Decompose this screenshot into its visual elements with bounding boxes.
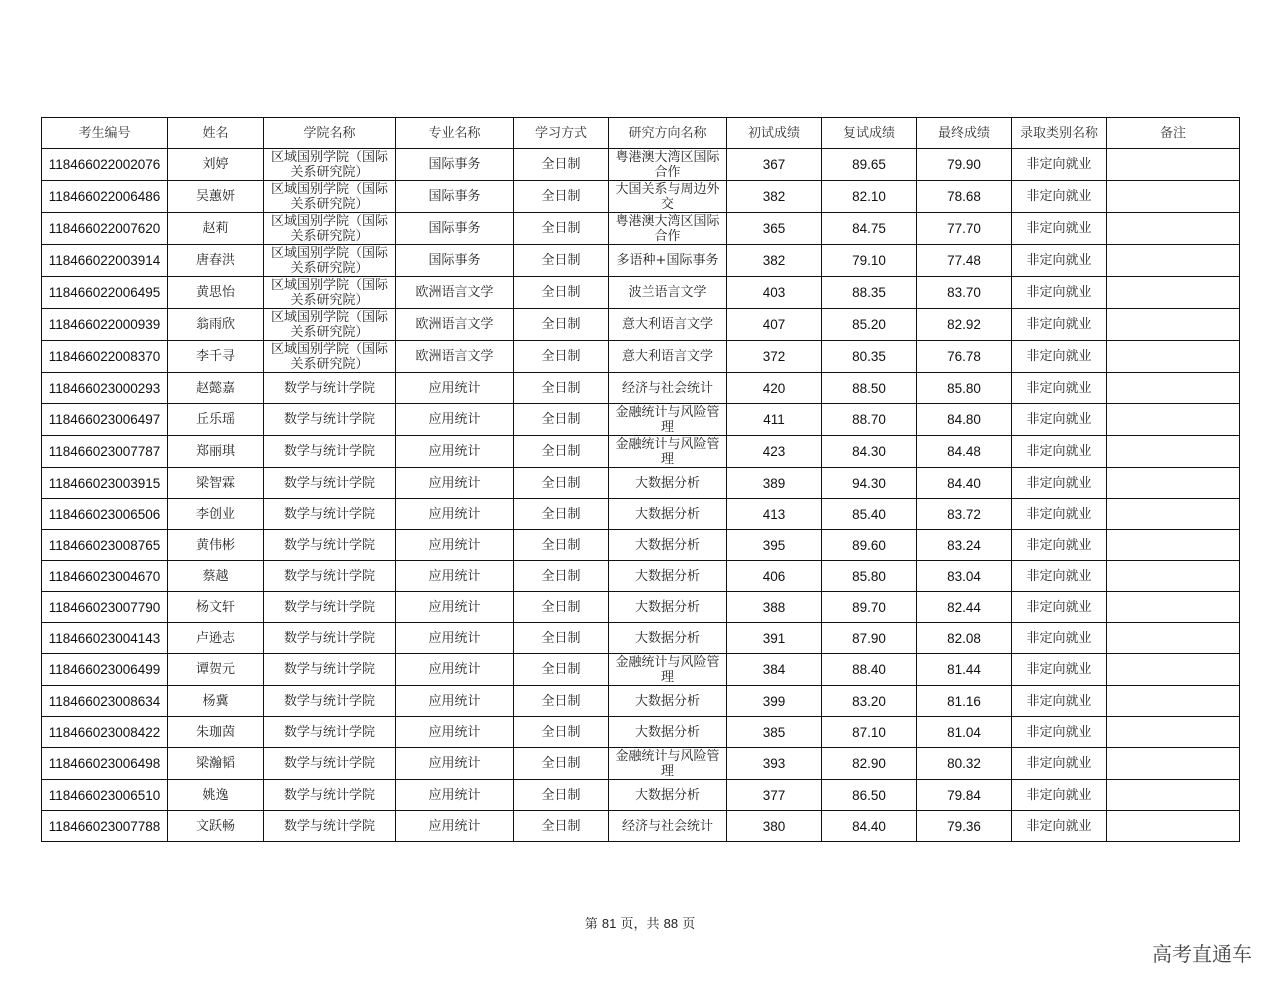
table-cell: 83.24 <box>917 530 1012 561</box>
table-cell: 国际事务 <box>396 245 514 277</box>
table-cell: 全日制 <box>514 623 609 654</box>
admission-table <box>41 117 1240 842</box>
table-cell: 大数据分析 <box>609 530 727 561</box>
table-cell: 382 <box>727 181 822 213</box>
table-cell: 黄思怡 <box>168 277 264 309</box>
table-cell: 数学与统计学院 <box>264 468 396 499</box>
table-cell: 区域国别学院（国际关系研究院） <box>264 245 396 277</box>
watermark: 高考直通车 <box>1152 942 1252 966</box>
table-cell: 非定向就业 <box>1012 245 1107 277</box>
footer-suffix: 页 <box>682 917 696 932</box>
table-cell: 非定向就业 <box>1012 686 1107 717</box>
table-cell: 全日制 <box>514 373 609 404</box>
table-cell: 数学与统计学院 <box>264 717 396 748</box>
table-cell <box>1107 561 1240 592</box>
table-cell: 赵懿嘉 <box>168 373 264 404</box>
table-cell: 全日制 <box>514 811 609 842</box>
table-cell: 李千寻 <box>168 341 264 373</box>
table-cell: 118466023006510 <box>42 780 168 811</box>
table-cell: 应用统计 <box>396 561 514 592</box>
table-cell <box>1107 811 1240 842</box>
table-cell: 118466022000939 <box>42 309 168 341</box>
table-cell: 全日制 <box>514 213 609 245</box>
table-cell: 赵莉 <box>168 213 264 245</box>
footer-prefix: 第 <box>584 917 598 932</box>
table-cell: 118466023000293 <box>42 373 168 404</box>
table-cell: 84.40 <box>822 811 917 842</box>
table-cell: 金融统计与风险管理 <box>609 436 727 468</box>
table-cell <box>1107 530 1240 561</box>
table-cell: 全日制 <box>514 309 609 341</box>
table-cell: 李创业 <box>168 499 264 530</box>
table-cell: 全日制 <box>514 748 609 780</box>
table-cell: 84.80 <box>917 404 1012 436</box>
table-cell: 395 <box>727 530 822 561</box>
table-cell: 82.44 <box>917 592 1012 623</box>
table-cell: 数学与统计学院 <box>264 499 396 530</box>
table-row <box>42 654 1240 686</box>
table-cell: 大数据分析 <box>609 623 727 654</box>
table-cell: 国际事务 <box>396 149 514 181</box>
table-cell: 非定向就业 <box>1012 811 1107 842</box>
table-row <box>42 592 1240 623</box>
table-cell: 118466022008370 <box>42 341 168 373</box>
table-cell: 407 <box>727 309 822 341</box>
table-cell: 118466022006495 <box>42 277 168 309</box>
table-cell: 国际事务 <box>396 181 514 213</box>
table-cell: 应用统计 <box>396 404 514 436</box>
table-cell: 88.40 <box>822 654 917 686</box>
table-cell: 数学与统计学院 <box>264 780 396 811</box>
table-cell: 83.70 <box>917 277 1012 309</box>
table-cell: 78.68 <box>917 181 1012 213</box>
table-cell: 欧洲语言文学 <box>396 309 514 341</box>
table-cell: 118466023008634 <box>42 686 168 717</box>
table-cell: 79.84 <box>917 780 1012 811</box>
table-cell <box>1107 686 1240 717</box>
table-cell: 意大利语言文学 <box>609 309 727 341</box>
table-cell: 非定向就业 <box>1012 717 1107 748</box>
table-cell: 吴蕙妍 <box>168 181 264 213</box>
table-cell: 应用统计 <box>396 468 514 499</box>
table-cell: 118466023004670 <box>42 561 168 592</box>
column-header: 学院名称 <box>264 118 396 149</box>
page-footer <box>0 913 1280 932</box>
table-cell: 全日制 <box>514 341 609 373</box>
table-row <box>42 748 1240 780</box>
table-cell <box>1107 623 1240 654</box>
column-header: 专业名称 <box>396 118 514 149</box>
table-cell: 88.35 <box>822 277 917 309</box>
table-cell: 83.72 <box>917 499 1012 530</box>
column-header: 考生编号 <box>42 118 168 149</box>
table-row <box>42 373 1240 404</box>
table-cell: 蔡越 <box>168 561 264 592</box>
table-cell: 全日制 <box>514 181 609 213</box>
table-cell <box>1107 654 1240 686</box>
table-cell: 全日制 <box>514 499 609 530</box>
table-row <box>42 717 1240 748</box>
table-cell: 377 <box>727 780 822 811</box>
table-cell: 82.92 <box>917 309 1012 341</box>
table-cell: 朱珈茵 <box>168 717 264 748</box>
table-cell: 应用统计 <box>396 373 514 404</box>
table-cell: 粤港澳大湾区国际合作 <box>609 213 727 245</box>
table-cell: 非定向就业 <box>1012 654 1107 686</box>
table-cell: 79.90 <box>917 149 1012 181</box>
table-cell: 77.70 <box>917 213 1012 245</box>
table-cell: 杨冀 <box>168 686 264 717</box>
table-cell: 唐春洪 <box>168 245 264 277</box>
table-cell: 应用统计 <box>396 499 514 530</box>
table-cell: 84.40 <box>917 468 1012 499</box>
table-cell: 88.70 <box>822 404 917 436</box>
table-cell: 399 <box>727 686 822 717</box>
table-cell <box>1107 181 1240 213</box>
table-cell: 大数据分析 <box>609 499 727 530</box>
table-cell: 86.50 <box>822 780 917 811</box>
table-cell: 全日制 <box>514 717 609 748</box>
table-cell: 全日制 <box>514 245 609 277</box>
table-cell: 423 <box>727 436 822 468</box>
table-cell: 118466023008422 <box>42 717 168 748</box>
column-header: 初试成绩 <box>727 118 822 149</box>
table-cell: 区域国别学院（国际关系研究院） <box>264 213 396 245</box>
table-row <box>42 213 1240 245</box>
table-row <box>42 468 1240 499</box>
table-cell: 数学与统计学院 <box>264 530 396 561</box>
table-cell: 大数据分析 <box>609 717 727 748</box>
table-cell: 非定向就业 <box>1012 592 1107 623</box>
table-cell: 85.80 <box>917 373 1012 404</box>
table-cell: 89.65 <box>822 149 917 181</box>
table-cell: 85.80 <box>822 561 917 592</box>
table-cell <box>1107 592 1240 623</box>
table-cell: 数学与统计学院 <box>264 654 396 686</box>
table-cell: 谭贺元 <box>168 654 264 686</box>
table-cell: 84.75 <box>822 213 917 245</box>
table-cell <box>1107 499 1240 530</box>
table-cell: 406 <box>727 561 822 592</box>
table-cell: 385 <box>727 717 822 748</box>
table-cell: 应用统计 <box>396 811 514 842</box>
table-cell: 数学与统计学院 <box>264 404 396 436</box>
table-cell: 数学与统计学院 <box>264 686 396 717</box>
table-cell: 郑丽琪 <box>168 436 264 468</box>
table-cell: 意大利语言文学 <box>609 341 727 373</box>
table-row <box>42 686 1240 717</box>
table-cell: 全日制 <box>514 468 609 499</box>
table-cell: 大数据分析 <box>609 592 727 623</box>
table-cell: 388 <box>727 592 822 623</box>
table-cell: 82.90 <box>822 748 917 780</box>
table-cell: 欧洲语言文学 <box>396 277 514 309</box>
table-cell: 118466023006497 <box>42 404 168 436</box>
table-cell: 非定向就业 <box>1012 213 1107 245</box>
table-cell: 应用统计 <box>396 436 514 468</box>
table-cell: 85.40 <box>822 499 917 530</box>
table-cell: 393 <box>727 748 822 780</box>
table-cell: 黄伟彬 <box>168 530 264 561</box>
table-cell: 非定向就业 <box>1012 341 1107 373</box>
table-cell: 118466023003915 <box>42 468 168 499</box>
table-cell: 非定向就业 <box>1012 748 1107 780</box>
table-cell: 118466022006486 <box>42 181 168 213</box>
table-cell: 区域国别学院（国际关系研究院） <box>264 277 396 309</box>
table-cell: 118466023007790 <box>42 592 168 623</box>
table-cell: 118466022002076 <box>42 149 168 181</box>
table-cell: 83.04 <box>917 561 1012 592</box>
table-cell <box>1107 748 1240 780</box>
table-cell: 非定向就业 <box>1012 181 1107 213</box>
table-cell <box>1107 149 1240 181</box>
table-header-row <box>42 118 1240 149</box>
table-cell: 118466023008765 <box>42 530 168 561</box>
table-cell: 非定向就业 <box>1012 623 1107 654</box>
table-cell: 非定向就业 <box>1012 780 1107 811</box>
table-cell: 全日制 <box>514 686 609 717</box>
table-cell: 420 <box>727 373 822 404</box>
table-cell: 文跃畅 <box>168 811 264 842</box>
table-row <box>42 404 1240 436</box>
table-cell: 卢逊志 <box>168 623 264 654</box>
total-pages: 88 <box>663 916 679 931</box>
table-cell: 非定向就业 <box>1012 468 1107 499</box>
table-cell: 区域国别学院（国际关系研究院） <box>264 181 396 213</box>
table-cell: 应用统计 <box>396 717 514 748</box>
table-cell: 118466023004143 <box>42 623 168 654</box>
table-cell: 118466022003914 <box>42 245 168 277</box>
table-cell: 应用统计 <box>396 592 514 623</box>
table-cell: 全日制 <box>514 277 609 309</box>
table-cell <box>1107 780 1240 811</box>
table-cell: 丘乐瑶 <box>168 404 264 436</box>
table-row <box>42 623 1240 654</box>
table-cell <box>1107 436 1240 468</box>
table-cell: 全日制 <box>514 654 609 686</box>
table-cell <box>1107 341 1240 373</box>
table-cell: 367 <box>727 149 822 181</box>
table-cell: 姚逸 <box>168 780 264 811</box>
table-cell: 翁雨欣 <box>168 309 264 341</box>
table-cell: 数学与统计学院 <box>264 592 396 623</box>
table-cell: 81.16 <box>917 686 1012 717</box>
table-row <box>42 499 1240 530</box>
column-header: 最终成绩 <box>917 118 1012 149</box>
table-cell: 全日制 <box>514 780 609 811</box>
table-cell: 77.48 <box>917 245 1012 277</box>
table-cell: 非定向就业 <box>1012 436 1107 468</box>
table-cell: 89.70 <box>822 592 917 623</box>
table-cell: 区域国别学院（国际关系研究院） <box>264 309 396 341</box>
table-cell: 80.35 <box>822 341 917 373</box>
table-cell: 大数据分析 <box>609 686 727 717</box>
table-cell: 全日制 <box>514 149 609 181</box>
table-row <box>42 149 1240 181</box>
table-cell: 非定向就业 <box>1012 309 1107 341</box>
column-header: 备注 <box>1107 118 1240 149</box>
table-cell: 大数据分析 <box>609 561 727 592</box>
table-cell: 79.36 <box>917 811 1012 842</box>
table-cell: 118466022007620 <box>42 213 168 245</box>
table-cell: 大数据分析 <box>609 780 727 811</box>
table-cell: 欧洲语言文学 <box>396 341 514 373</box>
table-cell <box>1107 468 1240 499</box>
table-cell: 403 <box>727 277 822 309</box>
table-cell: 应用统计 <box>396 686 514 717</box>
table-cell: 全日制 <box>514 561 609 592</box>
table-cell: 411 <box>727 404 822 436</box>
table-cell: 数学与统计学院 <box>264 436 396 468</box>
table-cell <box>1107 404 1240 436</box>
table-cell: 金融统计与风险管理 <box>609 748 727 780</box>
table-cell: 大国关系与周边外交 <box>609 181 727 213</box>
table-cell: 118466023007788 <box>42 811 168 842</box>
table-row <box>42 811 1240 842</box>
table-cell: 区域国别学院（国际关系研究院） <box>264 149 396 181</box>
table-cell <box>1107 717 1240 748</box>
table-cell: 金融统计与风险管理 <box>609 654 727 686</box>
table-cell: 79.10 <box>822 245 917 277</box>
table-cell: 372 <box>727 341 822 373</box>
table-cell: 应用统计 <box>396 530 514 561</box>
table-row <box>42 436 1240 468</box>
table-cell: 81.44 <box>917 654 1012 686</box>
table-cell <box>1107 309 1240 341</box>
table-row <box>42 277 1240 309</box>
table-cell: 84.30 <box>822 436 917 468</box>
current-page: 81 <box>601 916 617 931</box>
table-cell: 数学与统计学院 <box>264 811 396 842</box>
table-cell: 国际事务 <box>396 213 514 245</box>
table-cell: 波兰语言文学 <box>609 277 727 309</box>
footer-mid: 页，共 <box>620 917 660 932</box>
column-header: 姓名 <box>168 118 264 149</box>
table-cell: 384 <box>727 654 822 686</box>
table-cell <box>1107 245 1240 277</box>
table-cell: 数学与统计学院 <box>264 748 396 780</box>
table-cell: 118466023006506 <box>42 499 168 530</box>
table-cell: 87.90 <box>822 623 917 654</box>
table-cell: 82.10 <box>822 181 917 213</box>
table-cell: 全日制 <box>514 592 609 623</box>
table-cell: 非定向就业 <box>1012 561 1107 592</box>
table-row <box>42 309 1240 341</box>
table-cell <box>1107 277 1240 309</box>
table-cell: 梁瀚韬 <box>168 748 264 780</box>
table-cell: 数学与统计学院 <box>264 623 396 654</box>
table-cell: 89.60 <box>822 530 917 561</box>
table-cell: 经济与社会统计 <box>609 373 727 404</box>
table-cell: 梁智霖 <box>168 468 264 499</box>
table-cell: 118466023006498 <box>42 748 168 780</box>
table-cell: 应用统计 <box>396 780 514 811</box>
table-cell: 80.32 <box>917 748 1012 780</box>
table-cell: 88.50 <box>822 373 917 404</box>
table-cell: 大数据分析 <box>609 468 727 499</box>
table-cell: 83.20 <box>822 686 917 717</box>
table-cell: 380 <box>727 811 822 842</box>
table-cell: 应用统计 <box>396 623 514 654</box>
table-cell: 多语种+国际事务 <box>609 245 727 277</box>
table-cell: 数学与统计学院 <box>264 561 396 592</box>
table-cell: 全日制 <box>514 436 609 468</box>
table-cell: 数学与统计学院 <box>264 373 396 404</box>
table-cell: 非定向就业 <box>1012 149 1107 181</box>
table-cell: 非定向就业 <box>1012 404 1107 436</box>
table-cell: 杨文轩 <box>168 592 264 623</box>
table-row <box>42 530 1240 561</box>
table-cell: 87.10 <box>822 717 917 748</box>
table-cell: 84.48 <box>917 436 1012 468</box>
table-row <box>42 181 1240 213</box>
table-cell: 118466023006499 <box>42 654 168 686</box>
table-cell: 非定向就业 <box>1012 499 1107 530</box>
table-cell: 365 <box>727 213 822 245</box>
table-cell: 82.08 <box>917 623 1012 654</box>
table-row <box>42 245 1240 277</box>
table-cell: 85.20 <box>822 309 917 341</box>
table-cell: 应用统计 <box>396 748 514 780</box>
table-cell: 全日制 <box>514 404 609 436</box>
column-header: 学习方式 <box>514 118 609 149</box>
table-cell: 94.30 <box>822 468 917 499</box>
table-cell <box>1107 213 1240 245</box>
column-header: 研究方向名称 <box>609 118 727 149</box>
table-cell: 413 <box>727 499 822 530</box>
column-header: 复试成绩 <box>822 118 917 149</box>
table-cell: 76.78 <box>917 341 1012 373</box>
table-row <box>42 780 1240 811</box>
column-header: 录取类别名称 <box>1012 118 1107 149</box>
table-cell: 382 <box>727 245 822 277</box>
table-cell: 金融统计与风险管理 <box>609 404 727 436</box>
table-cell: 区域国别学院（国际关系研究院） <box>264 341 396 373</box>
table-cell: 非定向就业 <box>1012 530 1107 561</box>
table-cell: 非定向就业 <box>1012 277 1107 309</box>
table-row <box>42 561 1240 592</box>
table-cell: 应用统计 <box>396 654 514 686</box>
table-cell: 粤港澳大湾区国际合作 <box>609 149 727 181</box>
table-cell: 389 <box>727 468 822 499</box>
table-row <box>42 341 1240 373</box>
table-cell: 81.04 <box>917 717 1012 748</box>
table-cell: 刘婷 <box>168 149 264 181</box>
table-cell: 118466023007787 <box>42 436 168 468</box>
table-cell: 经济与社会统计 <box>609 811 727 842</box>
table-cell: 391 <box>727 623 822 654</box>
table-cell: 非定向就业 <box>1012 373 1107 404</box>
table-cell <box>1107 373 1240 404</box>
table-cell: 全日制 <box>514 530 609 561</box>
